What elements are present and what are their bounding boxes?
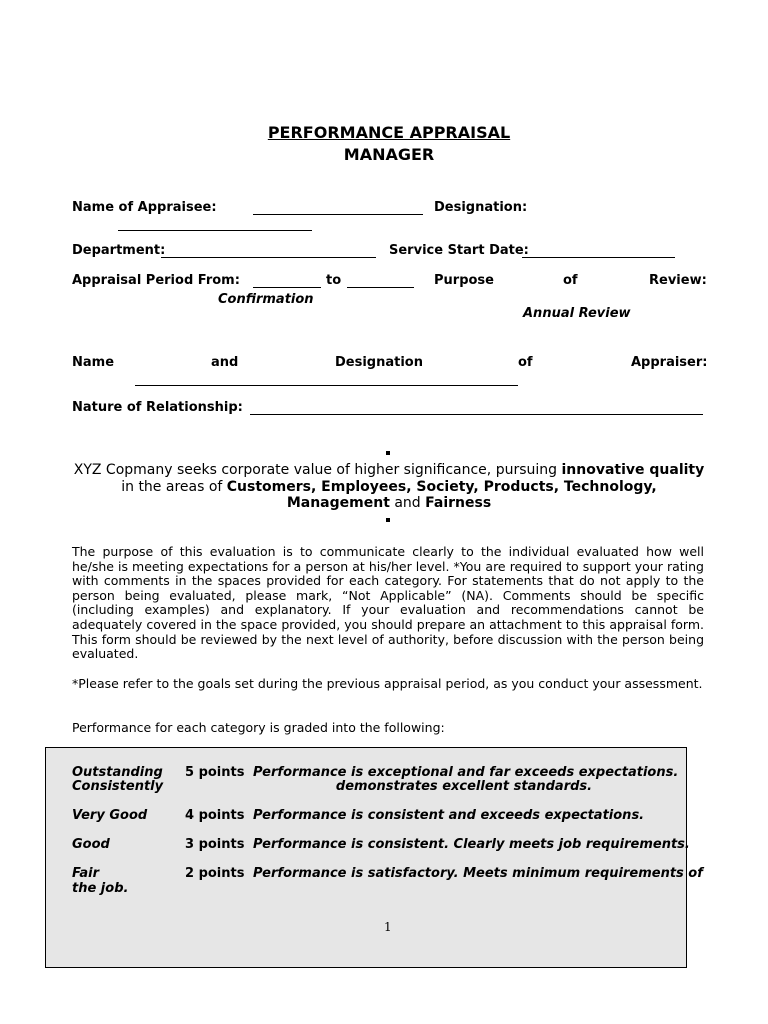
grading-intro: Performance for each category is graded into the following: [72,720,445,735]
grade-name-fair: Fair [72,866,100,881]
page-title: PERFORMANCE APPRAISAL [267,123,511,142]
grade-desc-4: Performance is consistent and exceeds expectations. [253,808,645,823]
grade-points-4: 4 points [185,808,245,823]
page-number: 1 [384,920,392,934]
period-to-field[interactable] [347,273,414,292]
grade-desc-2: Performance is satisfactory. Meets minimum requirements of [253,866,703,881]
grade-name-very-good: Very Good [72,808,148,823]
relationship-field[interactable] [250,400,703,419]
period-to-label: to [326,273,342,288]
grade-desc-2-line2: the job. [72,881,129,896]
grade-name-consistently: Consistently [72,779,164,794]
bullet-top [386,451,390,455]
purpose-option-confirmation[interactable]: Confirmation [218,292,314,307]
grade-points-3: 3 points [185,837,245,852]
period-from-label: Appraisal Period From: [72,273,240,288]
grade-name-outstanding: Outstanding [72,765,163,780]
purpose-label-review: Review: [649,273,707,288]
service-start-field[interactable] [522,243,675,262]
values-part2: innovative quality [561,462,705,478]
values-statement [60,462,718,512]
bullet-bottom [386,518,390,522]
values-part5: Management [286,495,390,511]
values-part1: XYZ Copmany seeks corporate value of higher significance, pursuing [73,462,562,478]
designation-label: Designation: [434,200,528,215]
grade-name-good: Good [72,837,110,852]
appraiser-label-name: Name [72,355,115,370]
grade-points-2: 2 points [185,866,245,881]
values-part6: and [389,495,426,511]
department-field[interactable] [161,243,376,262]
period-from-field[interactable] [253,273,321,292]
appraiser-label-and: and [211,355,239,370]
appraisee-label: Name of Appraisee: [72,200,217,215]
department-label: Department: [72,243,166,258]
grade-desc-3: Performance is consistent. Clearly meets job requirements. [253,837,690,852]
grade-desc-5-line2: demonstrates excellent standards. [335,779,593,794]
values-part4: Customers, Employees, Society, Products, Technology, [226,478,657,495]
purpose-paragraph: The purpose of this evaluation is to communicate clearly to the individual evaluated how well he/she is meeting expectations for a person at his/her level. *You are required to support your rating with comments in the spaces provided for each category. For statements that do not apply to the person being evaluated, please mark, “Not Applicable” (NA). Comments should be specific (including examples) and explanatory. If your evaluation and recommendations cannot be adequately covered in the space provided, you should prepare an attachment to this appraisal form. This form should be reviewed by the next level of authority, before discussion with the person being evaluated. [72,544,704,662]
grade-points-5: 5 points [185,765,245,780]
appraiser-label-appraiser: Appraiser: [631,355,708,370]
designation-field[interactable] [118,216,312,235]
purpose-option-annual-review[interactable]: Annual Review [523,306,631,321]
page-subtitle: MANAGER [343,145,435,164]
goals-paragraph: *Please refer to the goals set during the previous appraisal period, as you conduct your assessment. [72,676,703,691]
relationship-label: Nature of Relationship: [72,400,243,415]
service-start-label: Service Start Date: [389,243,529,258]
grade-desc-5: Performance is exceptional and far exceeds expectations. [253,765,679,780]
purpose-label-of: of [563,273,578,288]
appraiser-field[interactable] [135,371,518,390]
appraiser-label-designation: Designation [335,355,423,370]
values-part3: in the areas of [121,478,227,495]
appraiser-label-of: of [518,355,533,370]
purpose-label: Purpose [434,273,494,288]
values-part7: Fairness [425,495,492,511]
